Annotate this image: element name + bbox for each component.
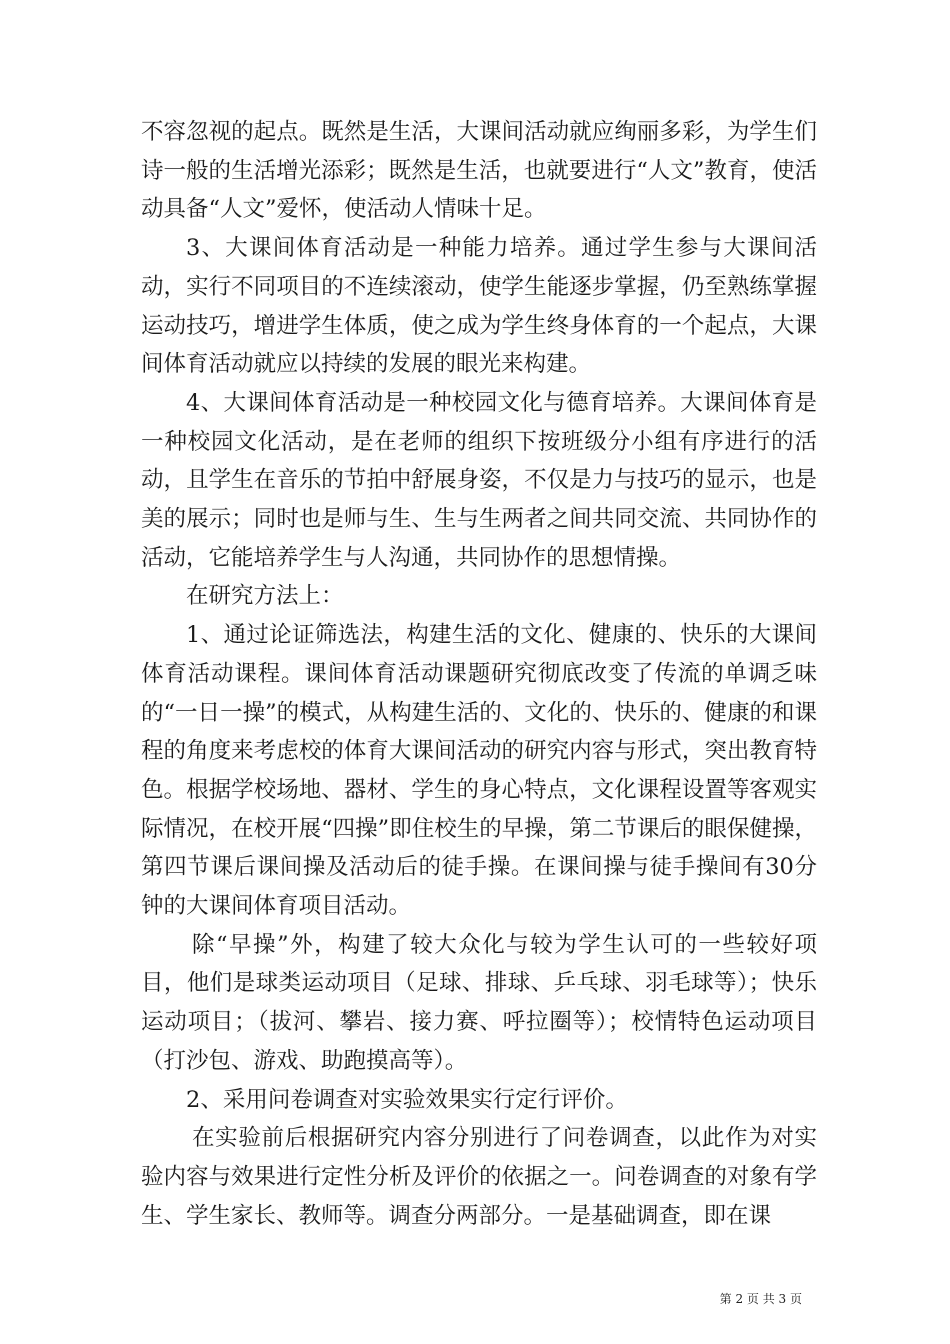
paragraph-continuation: 不容忽视的起点。既然是生活，大课间活动就应绚丽多彩，为学生们诗一般的生活增光添彩；既然是生活，也就要进行“人文”教育，使活动具备“人文”爱怀，使活动人情味十足。 <box>141 119 817 223</box>
paragraph-method-heading: 在研究方法上： <box>186 583 344 610</box>
paragraph-survey: 在实验前后根据研究内容分别进行了问卷调查，以此作为对实验内容与效果进行定性分析及评价的依据之一。问卷调查的对象有学生、学生家长、教师等。调查分两部分。一是基础调查，即在课 <box>141 1125 817 1229</box>
page-number: 第 2 页 共 3 页 <box>719 1292 802 1306</box>
paragraph-projects: 除“早操”外，构建了较大众化与较为学生认可的一些较好项目，他们是球类运动项目（足球、排球、乒乓球、羽毛球等）；快乐运动项目；（拔河、攀岩、接力赛、呼拉圈等）；校情特色运动项目（打沙包、游戏、助跑摸高等）。 <box>141 931 817 1074</box>
document-body <box>141 113 817 1235</box>
page-footer <box>0 1290 950 1308</box>
paragraph-point-4: 4、大课间体育活动是一种校园文化与德育培养。大课间体育是一种校园文化活动，是在老师的组织下按班级分小组有序进行的活动，且学生在音乐的节拍中舒展身姿，不仅是力与技巧的显示，也是美的展示；同时也是师与生、生与生两者之间共同交流、共同协作的活动，它能培养学生与人沟通，共同协作的思想情操。 <box>141 389 817 571</box>
paragraph-point-3: 3、大课间体育活动是一种能力培养。通过学生参与大课间活动，实行不同项目的不连续滚动，使学生能逐步掌握，仍至熟练掌握运动技巧，增进学生体质，使之成为学生终身体育的一个起点，大课间体育活动就应以持续的发展的眼光来构建。 <box>141 235 817 378</box>
paragraph-method-1: 1、通过论证筛选法，构建生活的文化、健康的、快乐的大课间体育活动课程。课间体育活动课题研究彻底改变了传流的单调乏味的“一日一操”的模式，从构建生活的、文化的、快乐的、健康的和课程的角度来考虑校的体育大课间活动的研究内容与形式，突出教育特色。根据学校场地、器材、学生的身心特点，文化课程设置等客观实际情况，在校开展“四操”即住校生的早操，第二节课后的眼保健操，第四节课后课间操及活动后的徒手操。在课间操与徒手操间有30分钟的大课间体育项目活动。 <box>141 622 817 920</box>
paragraph-method-2: 2、采用问卷调查对实验效果实行定行评价。 <box>186 1086 628 1113</box>
